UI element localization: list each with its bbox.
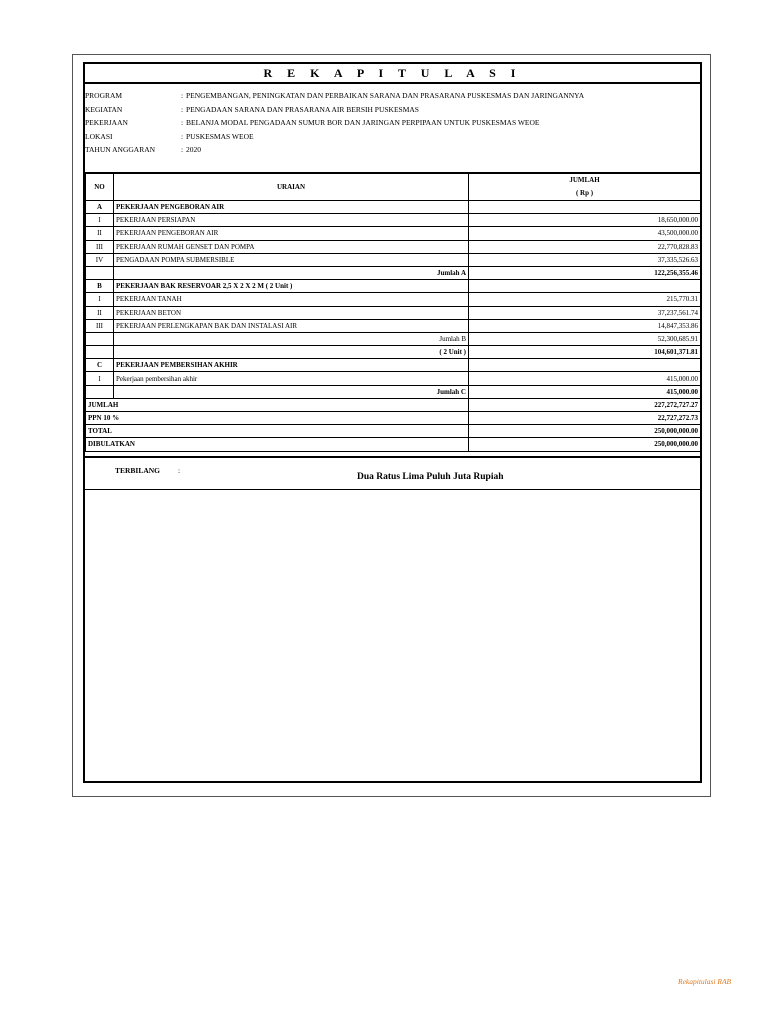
- row-amount: [469, 359, 701, 372]
- row-amount: 250,000,000.00: [469, 438, 701, 451]
- table-row: [86, 359, 701, 372]
- row-amount: [469, 280, 701, 293]
- page-title: R E K A P I T U L A S I: [85, 64, 700, 84]
- table-row: [86, 306, 701, 319]
- header-uraian: URAIAN: [114, 174, 469, 201]
- row-amount: 14,847,353.86: [469, 319, 701, 332]
- table-row: [86, 398, 701, 411]
- terbilang-value: Dua Ratus Lima Puluh Juta Rupiah: [357, 472, 504, 482]
- row-description: PEKERJAAN PENGEBORAN AIR: [114, 227, 469, 240]
- row-description: Jumlah A: [114, 266, 469, 279]
- row-no: B: [86, 280, 114, 293]
- row-no: I: [86, 214, 114, 227]
- info-row: PROGRAM : PENGEMBANGAN, PENINGKATAN DAN PERBAIKAN SARANA DAN PRASARANA PUSKESMAS DAN JARINGANNYA: [85, 89, 700, 103]
- row-description: PENGADAAN POMPA SUBMERSIBLE: [114, 253, 469, 266]
- table-row: [86, 227, 701, 240]
- row-amount: [469, 201, 701, 214]
- table-row: [86, 253, 701, 266]
- row-amount: 37,335,526.63: [469, 253, 701, 266]
- header-currency: ( Rp ): [575, 189, 594, 197]
- row-description: Pekerjaan pembersihan akhir: [114, 372, 469, 385]
- row-no: I: [86, 372, 114, 385]
- row-no: IV: [86, 253, 114, 266]
- row-description: TOTAL: [86, 425, 469, 438]
- row-no: A: [86, 201, 114, 214]
- header-jumlah-label: JUMLAH: [569, 176, 600, 184]
- info-key: PROGRAM: [85, 91, 123, 100]
- header-jumlah: [469, 174, 701, 201]
- table-row: [86, 412, 701, 425]
- table-row: [86, 372, 701, 385]
- row-no: III: [86, 240, 114, 253]
- row-description: DIBULATKAN: [86, 438, 469, 451]
- table-row: [86, 240, 701, 253]
- table-row: [86, 385, 701, 398]
- row-no: [86, 266, 114, 279]
- terbilang-section: [85, 456, 700, 490]
- row-description: Jumlah B: [114, 332, 469, 345]
- row-amount: 22,727,272.73: [469, 412, 701, 425]
- info-key: PEKERJAAN: [85, 118, 128, 128]
- row-amount: 415,000.00: [469, 385, 701, 398]
- table-row: [86, 280, 701, 293]
- recap-table: [85, 173, 701, 452]
- table-row: [86, 425, 701, 438]
- row-amount: 43,500,000.00: [469, 227, 701, 240]
- row-amount: 122,256,355.46: [469, 266, 701, 279]
- row-no: C: [86, 359, 114, 372]
- terbilang-label: TERBILANG: [115, 466, 161, 475]
- table-header: [86, 174, 701, 201]
- row-no: I: [86, 293, 114, 306]
- terbilang-colon: :: [178, 466, 181, 475]
- footer-label: Rekapitulasi RAB: [678, 977, 732, 986]
- row-description: PEKERJAAN PENGEBORAN AIR: [114, 201, 469, 214]
- row-no: [86, 385, 114, 398]
- info-value: PENGEMBANGAN, PENINGKATAN DAN PERBAIKAN SARANA DAN PRASARANA PUSKESMAS DAN JARINGANNYA: [186, 91, 585, 100]
- info-row: KEGIATAN : PENGADAAN SARANA DAN PRASARANA AIR BERSIH PUSKESMAS: [85, 103, 700, 117]
- row-no: [86, 332, 114, 345]
- info-key: LOKASI: [85, 131, 113, 141]
- row-no: II: [86, 227, 114, 240]
- info-key: KEGIATAN: [85, 104, 123, 114]
- row-amount: 37,237,561.74: [469, 306, 701, 319]
- row-description: JUMLAH: [86, 398, 469, 411]
- row-description: PEKERJAAN PERLENGKAPAN BAK DAN INSTALASI AIR: [114, 319, 469, 332]
- table-row: [86, 266, 701, 279]
- info-row: TAHUN ANGGARAN : 2020: [85, 143, 700, 157]
- row-no: [86, 346, 114, 359]
- table-row: [86, 319, 701, 332]
- row-description: Jumlah C: [114, 385, 469, 398]
- row-no: II: [86, 306, 114, 319]
- table-row: [86, 293, 701, 306]
- row-amount: 415,000.00: [469, 372, 701, 385]
- header-no: NO: [86, 174, 114, 201]
- row-amount: 52,300,685.91: [469, 332, 701, 345]
- row-description: PEKERJAAN PERSIAPAN: [114, 214, 469, 227]
- row-description: PEKERJAAN TANAH: [114, 293, 469, 306]
- row-description: PEKERJAAN PEMBERSIHAN AKHIR: [114, 359, 469, 372]
- row-amount: 22,770,828.83: [469, 240, 701, 253]
- info-value: 2020: [186, 145, 201, 155]
- row-amount: 18,650,000.00: [469, 214, 701, 227]
- table-row: [86, 214, 701, 227]
- row-amount: 104,601,371.81: [469, 346, 701, 359]
- table-row: [86, 438, 701, 451]
- info-value: PUSKESMAS WEOE: [186, 131, 254, 141]
- row-no: III: [86, 319, 114, 332]
- row-description: PEKERJAAN BETON: [114, 306, 469, 319]
- row-amount: 227,272,727.27: [469, 398, 701, 411]
- table-row: [86, 201, 701, 214]
- info-block: [85, 89, 700, 157]
- table-row: [86, 332, 701, 345]
- info-value: PENGADAAN SARANA DAN PRASARANA AIR BERSIH PUSKESMAS: [186, 104, 419, 114]
- row-description: PPN 10 %: [86, 412, 469, 425]
- row-description: PEKERJAAN BAK RESERVOAR 2,5 X 2 X 2 M ( 2 Unit ): [114, 280, 469, 293]
- info-value: BELANJA MODAL PENGADAAN SUMUR BOR DAN JARINGAN PERPIPAAN UNTUK PUSKESMAS WEOE: [186, 118, 540, 128]
- row-amount: 250,000,000.00: [469, 425, 701, 438]
- row-description: PEKERJAAN RUMAH GENSET DAN POMPA: [114, 240, 469, 253]
- row-amount: 215,770.31: [469, 293, 701, 306]
- info-row: LOKASI : PUSKESMAS WEOE: [85, 130, 700, 144]
- row-description: ( 2 Unit ): [114, 346, 469, 359]
- document-body: [83, 62, 702, 783]
- table-row: [86, 346, 701, 359]
- info-key: TAHUN ANGGARAN: [85, 145, 156, 155]
- info-row: PEKERJAAN : BELANJA MODAL PENGADAAN SUMUR BOR DAN JARINGAN PERPIPAAN UNTUK PUSKESMAS WEOE: [85, 116, 700, 130]
